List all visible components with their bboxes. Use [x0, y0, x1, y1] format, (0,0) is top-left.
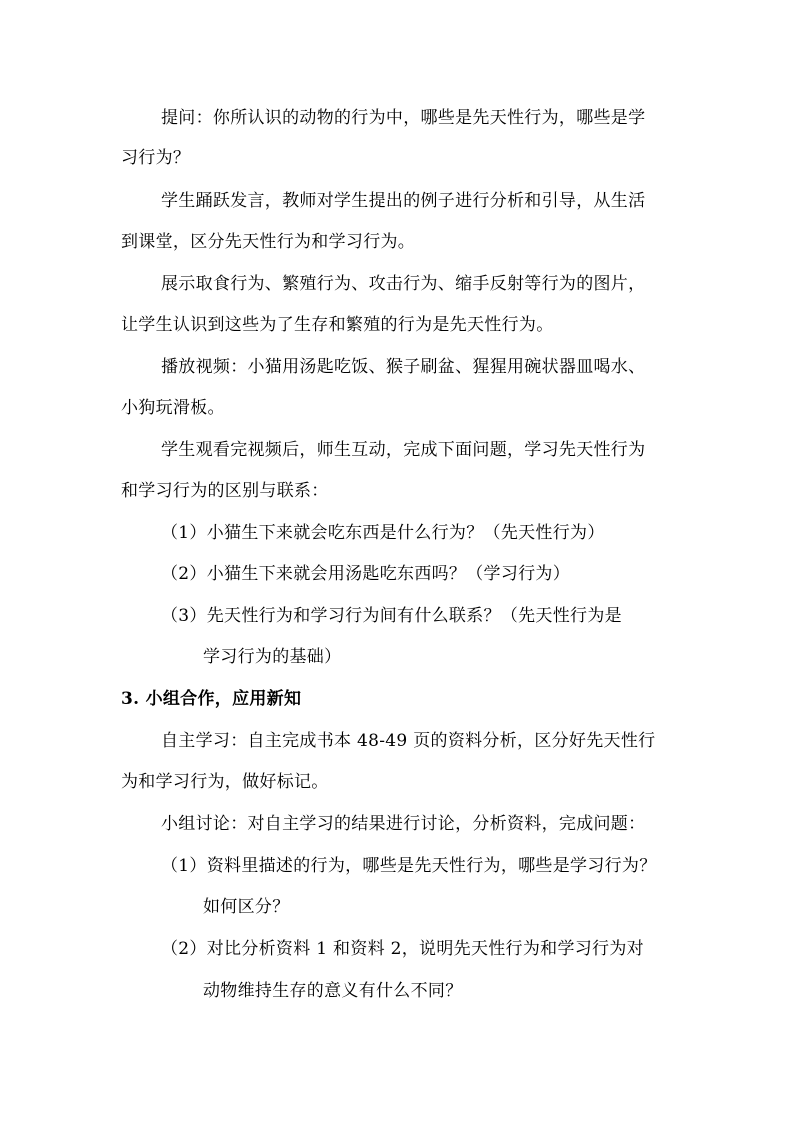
paragraph-interaction-line-1: 学生观看完视频后，师生互动，完成下面问题，学习先天性行为	[161, 440, 646, 460]
paragraph-self-study-line-2: 为和学习行为，做好标记。	[121, 772, 329, 792]
paragraph-question-line-2: 习行为？	[121, 148, 191, 168]
question-4-line-1: （1）资料里描述的行为，哪些是先天性行为，哪些是学习行为？	[161, 856, 657, 876]
question-5-line-2: 动物维持生存的意义有什么不同？	[203, 981, 463, 1001]
paragraph-discussion-line-2: 到课堂，区分先天性行为和学习行为。	[121, 232, 416, 252]
paragraph-interaction-line-2: 和学习行为的区别与联系：	[121, 481, 329, 501]
paragraph-group-discussion: 小组讨论：对自主学习的结果进行讨论，分析资料，完成问题：	[161, 814, 646, 834]
paragraph-self-study-line-1: 自主学习：自主完成书本 48-49 页的资料分析，区分好先天性行	[161, 731, 656, 751]
question-3-line-2: 学习行为的基础）	[203, 647, 342, 667]
paragraph-discussion-line-1: 学生踊跃发言，教师对学生提出的例子进行分析和引导，从生活	[161, 191, 646, 211]
question-5-line-1: （2）对比分析资料 1 和资料 2，说明先天性行为和学习行为对	[161, 939, 644, 959]
question-2: （2）小猫生下来就会用汤匙吃东西吗？（学习行为）	[161, 564, 571, 584]
paragraph-question-line-1: 提问：你所认识的动物的行为中，哪些是先天性行为，哪些是学	[161, 108, 646, 128]
paragraph-images-line-1: 展示取食行为、繁殖行为、攻击行为、缩手反射等行为的图片，	[161, 274, 646, 294]
question-4-line-2: 如何区分？	[203, 897, 290, 917]
question-3-line-1: （3）先天性行为和学习行为间有什么联系？（先天性行为是	[161, 606, 622, 626]
paragraph-video-line-2: 小狗玩滑板。	[121, 398, 225, 418]
paragraph-video-line-1: 播放视频：小猫用汤匙吃饭、猴子刷盆、猩猩用碗状器皿喝水、	[161, 357, 646, 377]
question-1: （1）小猫生下来就会吃东西是什么行为？（先天性行为）	[161, 523, 605, 543]
paragraph-images-line-2: 让学生认识到这些为了生存和繁殖的行为是先天性行为。	[121, 315, 554, 335]
section-heading: 3. 小组合作，应用新知	[121, 689, 302, 709]
